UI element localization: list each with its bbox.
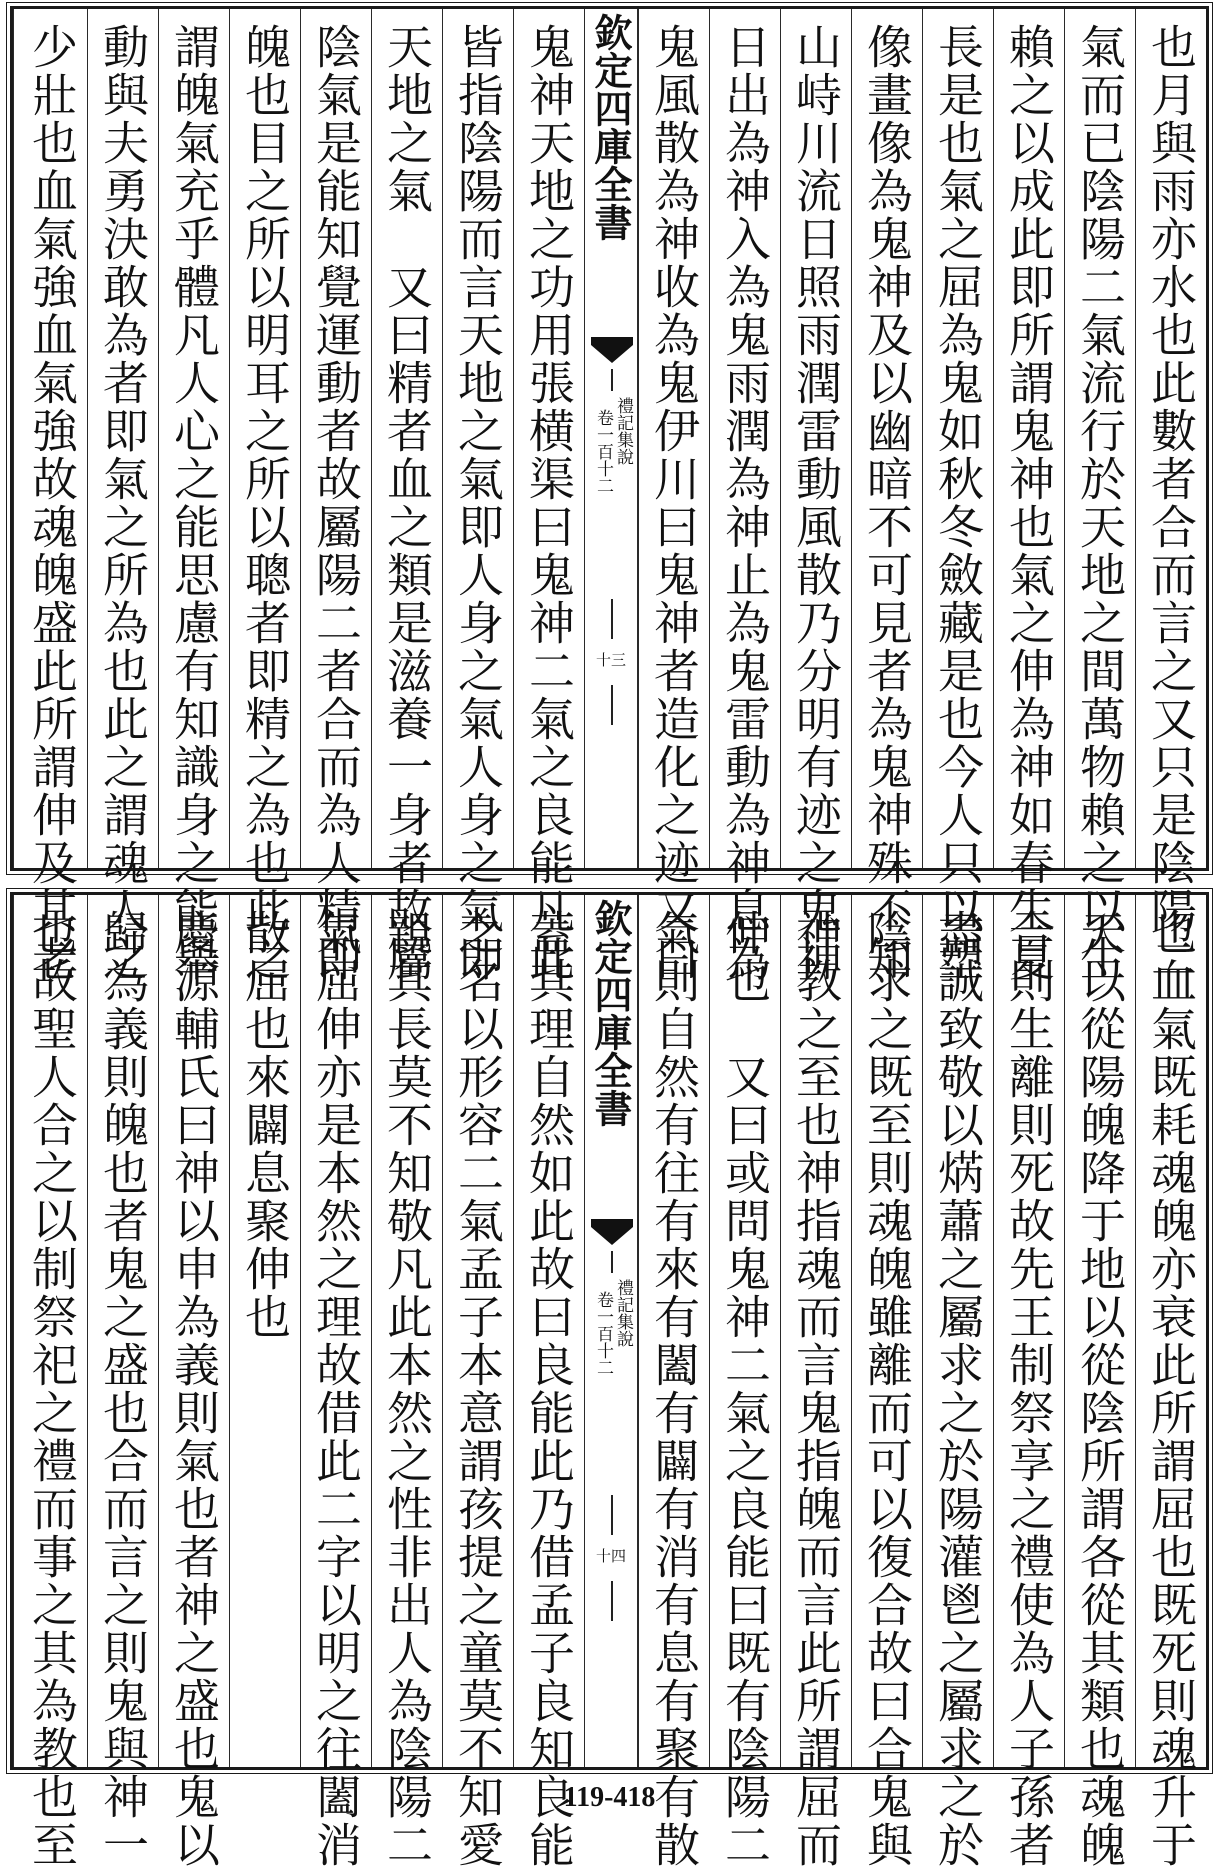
text-column <box>513 9 584 983</box>
text-column <box>87 895 158 1869</box>
text-column <box>993 895 1064 1869</box>
text-column <box>709 895 780 1869</box>
fold-line-mark <box>611 1581 613 1621</box>
column-text: 合則生離則死故先王制祭享之禮使為人子孫者 <box>1002 909 1056 1869</box>
column-text: 少壯也血氣強血氣強故魂魄盛此所謂伸及其老 <box>25 23 79 983</box>
text-column <box>851 9 922 983</box>
text-column <box>1135 9 1206 983</box>
text-column <box>638 895 709 1869</box>
fold-line-mark <box>611 685 613 725</box>
text-column <box>442 895 513 1869</box>
text-column <box>638 9 709 983</box>
top-page-columns <box>13 9 1206 983</box>
column-text: 日出為神入為鬼雨潤為神止為鬼雷動為神息為 <box>718 23 772 983</box>
column-text: 長是也氣之屈為鬼如秋冬斂藏是也今人只以塑 <box>931 23 985 983</box>
column-text: 散屈也來闢息聚伸也 <box>238 909 292 1341</box>
fishtail-mark-icon <box>591 1219 633 1247</box>
column-text: 賴之以成此即所謂鬼神也氣之伸為神如春生夏 <box>1002 23 1056 983</box>
text-column <box>13 9 87 983</box>
column-text: 盡誠致敬以焫蕭之屬求之於陽灌鬯之屬求之於 <box>931 909 985 1869</box>
column-text: 陰求之既至則魂魄雖離而可以復合故曰合鬼與 <box>860 909 914 1869</box>
text-column <box>87 9 158 983</box>
center-title: 欽定四庫全書 <box>588 899 633 1127</box>
text-column <box>13 895 87 1869</box>
column-text: 氣則自然有往有來有闔有闢有消有息有聚有散 <box>647 909 701 1869</box>
center-book-title: 禮記集說 <box>613 1279 633 1347</box>
center-fold-column <box>584 9 638 868</box>
column-text: 動與夫勇決敢為者即氣之所為也此之謂魂人之 <box>96 23 150 983</box>
text-column <box>709 9 780 983</box>
fold-line-mark <box>611 369 613 391</box>
column-text: 陰氣是能知覺運動者故屬陽二者合而為人精即 <box>309 23 363 983</box>
text-column <box>300 895 371 1869</box>
fold-line-mark <box>611 599 613 639</box>
text-column <box>158 9 229 983</box>
text-column <box>922 895 993 1869</box>
text-column <box>1135 895 1206 1869</box>
column-text: 親其長莫不知敬凡此本然之性非出人為陰陽二 <box>380 909 434 1869</box>
center-title: 欽定四庫全書 <box>588 13 633 241</box>
column-text: 氣屈伸亦是本然之理故借此二字以明之往闔消 <box>309 909 363 1869</box>
text-column <box>851 895 922 1869</box>
column-text: 鬼風散為神收為鬼伊川曰鬼神者造化之迹又曰 <box>647 23 701 983</box>
text-column <box>158 895 229 1869</box>
text-column <box>780 9 851 983</box>
text-column <box>513 895 584 1869</box>
column-text: 魄也目之所以明耳之所以聰者即精之為也此之 <box>238 23 292 983</box>
text-column <box>371 895 442 1869</box>
column-text: 之名以形容二氣孟子本意謂孩提之童莫不知愛 <box>451 909 505 1869</box>
text-column <box>780 895 851 1869</box>
column-text: 天以從陽魄降于地以從陰所謂各從其類也魂魄 <box>1073 909 1127 1869</box>
top-page-block <box>10 6 1209 983</box>
column-text: 山峙川流日照雨潤雷動風散乃分明有迹之鬼神 <box>789 23 843 983</box>
center-fold-column <box>584 895 638 1767</box>
column-text: 氣而已陰陽二氣流行於天地之間萬物賴之以生 <box>1073 23 1127 983</box>
column-text: 謂魄氣充乎體凡人心之能思慮有知識身之能舉 <box>167 23 221 983</box>
footer-page-number: 119-418 <box>563 1782 656 1813</box>
column-text: 蓋其理自然如此故曰良能此乃借孟子良知良能 <box>522 909 576 1869</box>
column-text: 鬼神天地之功用張横渠曰鬼神二氣之良能凡此 <box>522 23 576 983</box>
center-volume: 卷一百十二 <box>593 409 613 494</box>
center-volume: 卷一百十二 <box>593 1291 613 1376</box>
column-text: 歸為義則魄也者鬼之盛也合而言之則鬼與神一 <box>96 909 150 1869</box>
center-page-number: 十三 <box>595 651 626 669</box>
text-column <box>442 9 513 983</box>
text-column <box>371 9 442 983</box>
text-column <box>1064 9 1135 983</box>
column-text: 也血氣既耗魂魄亦衰此所謂屈也既死則魂升于 <box>1144 909 1198 1869</box>
column-text: 也故聖人合之以制祭祀之禮而事之其為教也至 <box>25 909 79 1869</box>
column-text: 天地之氣 又曰精者血之類是滋養一身者故屬 <box>380 23 434 983</box>
center-book-title: 禮記集說 <box>613 397 633 465</box>
fold-line-mark <box>611 1251 613 1273</box>
column-text: 慶源輔氏曰神以申為義則氣也者神之盛也鬼以 <box>167 909 221 1869</box>
text-column <box>922 9 993 983</box>
column-text: 伸也 又曰或問鬼神二氣之良能曰既有陰陽二 <box>718 909 772 1869</box>
center-page-number: 十四 <box>595 1547 626 1565</box>
text-column <box>229 895 300 1767</box>
text-column <box>300 9 371 983</box>
column-text: 像畫像為鬼神及以幽暗不可見者為鬼神殊不知 <box>860 23 914 983</box>
fishtail-mark-icon <box>591 337 633 365</box>
column-text: 神教之至也神指魂而言鬼指魄而言此所謂屈而 <box>789 909 843 1869</box>
text-column <box>993 9 1064 983</box>
column-text: 皆指陰陽而言天地之氣即人身之氣人身之氣即 <box>451 23 505 983</box>
fold-line-mark <box>611 1495 613 1535</box>
column-text: 也月與雨亦水也此數者合而言之又只是陰陽二 <box>1144 23 1198 983</box>
text-column <box>1064 895 1135 1869</box>
text-column <box>229 9 300 983</box>
